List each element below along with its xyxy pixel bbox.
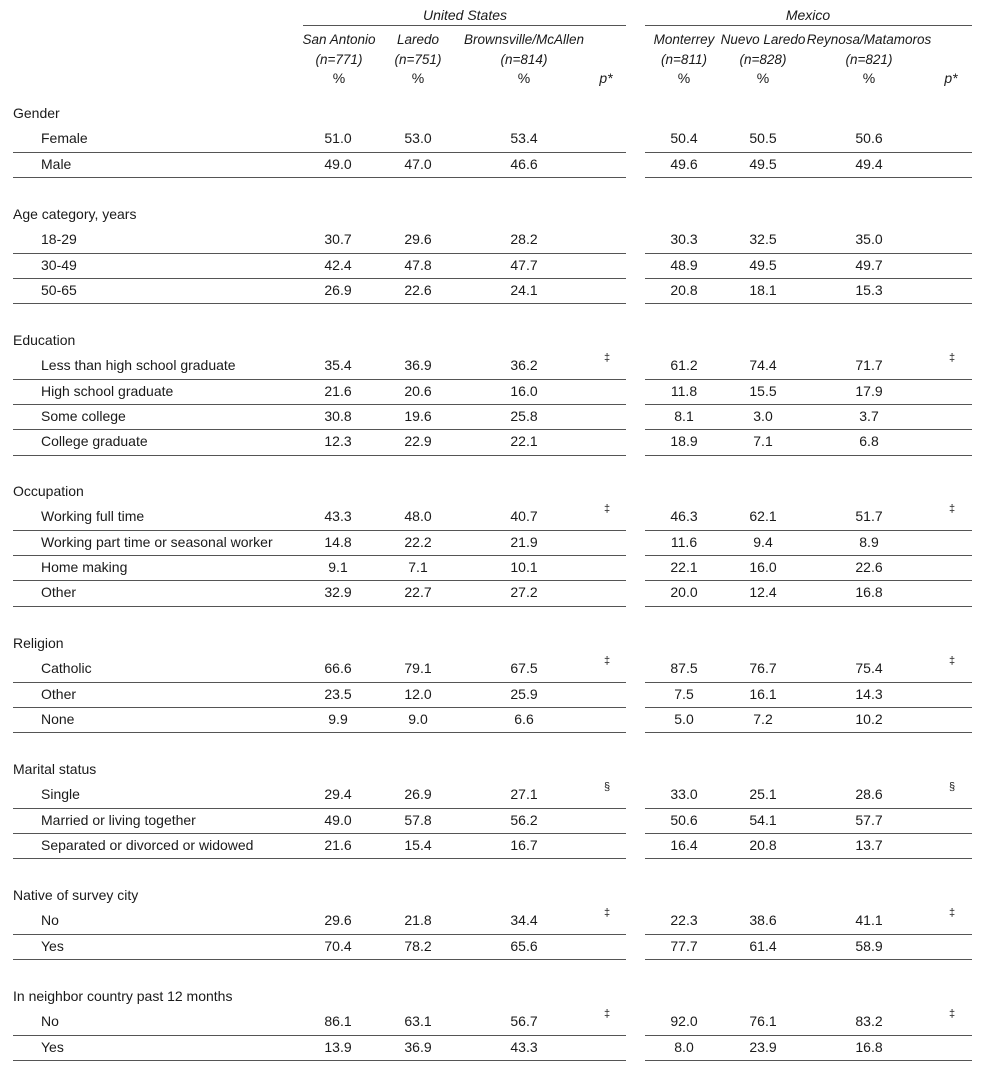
table-cell: 47.8 — [404, 256, 432, 273]
table-row — [0, 833, 990, 858]
row-rule — [13, 177, 626, 178]
table-cell: 36.9 — [404, 357, 432, 374]
table-cell: 17.9 — [855, 382, 883, 399]
p-marker-us: ‡ — [603, 1008, 611, 1021]
table-cell: 71.7 — [855, 357, 883, 374]
table-cell: 30.7 — [324, 231, 352, 248]
table-cell: 8.0 — [674, 1038, 694, 1055]
table-row — [0, 404, 990, 429]
p-marker-us: ‡ — [603, 907, 611, 920]
table-cell: 18.9 — [670, 433, 698, 450]
table-cell: 25.8 — [510, 407, 538, 424]
table-row — [0, 1009, 990, 1034]
table-cell: 47.7 — [510, 256, 538, 273]
table-cell: 29.6 — [324, 912, 352, 929]
row-rule — [645, 959, 972, 960]
table-cell: 8.9 — [859, 533, 879, 550]
table-cell: 27.2 — [510, 584, 538, 601]
table-cell: 6.8 — [859, 433, 879, 450]
col-header-san-antonio — [294, 30, 384, 70]
row-rule — [645, 1060, 972, 1061]
table-cell: 43.3 — [324, 508, 352, 525]
p-marker-mx: ‡ — [948, 655, 956, 668]
table-row — [0, 808, 990, 833]
table-cell: 34.4 — [510, 912, 538, 929]
table-cell: 22.1 — [670, 558, 698, 575]
table-row — [0, 504, 990, 529]
table-row — [0, 908, 990, 933]
table-cell: 47.0 — [404, 155, 432, 172]
table-row — [0, 353, 990, 378]
table-cell: 25.1 — [749, 786, 777, 803]
table-cell: 30.3 — [670, 231, 698, 248]
table-cell: 50.4 — [670, 130, 698, 147]
unit-percent: % — [517, 70, 531, 86]
row-label: Female — [41, 130, 88, 147]
table-cell: 22.7 — [404, 584, 432, 601]
table-cell: 21.9 — [510, 533, 538, 550]
table-row — [0, 152, 990, 177]
table-cell: 76.7 — [749, 660, 777, 677]
table-cell: 35.4 — [324, 357, 352, 374]
row-rule — [645, 606, 972, 607]
row-label: 50-65 — [41, 281, 77, 298]
table-cell: 51.0 — [324, 130, 352, 147]
section-title — [0, 883, 990, 908]
table-cell: 20.8 — [670, 281, 698, 298]
row-rule — [13, 1060, 626, 1061]
table-cell: 63.1 — [404, 1013, 432, 1030]
p-value-header-us: p* — [599, 70, 613, 86]
unit-percent: % — [332, 70, 346, 86]
table-cell: 62.1 — [749, 508, 777, 525]
table-cell: 24.1 — [510, 281, 538, 298]
table-row — [0, 227, 990, 252]
table-cell: 57.8 — [404, 811, 432, 828]
group-title-united-states: United States — [422, 7, 508, 23]
table-cell: 40.7 — [510, 508, 538, 525]
table-cell: 48.9 — [670, 256, 698, 273]
col-city: San Antonio — [302, 32, 376, 47]
table-cell: 14.8 — [324, 533, 352, 550]
table-cell: 92.0 — [670, 1013, 698, 1030]
table-cell: 54.1 — [749, 811, 777, 828]
table-row — [0, 934, 990, 959]
table-cell: 87.5 — [670, 660, 698, 677]
p-marker-us: ‡ — [603, 503, 611, 516]
p-marker-mx: ‡ — [948, 907, 956, 920]
row-label: 18-29 — [41, 231, 77, 248]
table-cell: 3.7 — [859, 407, 879, 424]
row-label: Less than high school graduate — [41, 357, 236, 374]
section-title-label: In neighbor country past 12 months — [13, 988, 233, 1004]
col-city: Reynosa/Matamoros — [806, 32, 932, 47]
table-cell: 65.6 — [510, 937, 538, 954]
table-cell: 16.4 — [670, 836, 698, 853]
table-cell: 46.3 — [670, 508, 698, 525]
table-row — [0, 278, 990, 303]
p-value-header-mx: p* — [944, 70, 958, 86]
table-cell: 27.1 — [510, 786, 538, 803]
row-rule — [13, 455, 626, 456]
table-row — [0, 1035, 990, 1060]
p-marker-mx: ‡ — [948, 503, 956, 516]
table-cell: 61.4 — [749, 937, 777, 954]
table-cell: 78.2 — [404, 937, 432, 954]
col-header-nuevo-laredo — [716, 30, 810, 70]
row-rule — [13, 606, 626, 607]
row-rule — [645, 303, 972, 304]
table-cell: 22.3 — [670, 912, 698, 929]
table-cell: 61.2 — [670, 357, 698, 374]
table-cell: 29.4 — [324, 786, 352, 803]
table-cell: 9.1 — [328, 558, 348, 575]
row-label: No — [41, 1013, 59, 1030]
col-header-brownsville-mcallen — [454, 30, 594, 70]
table-cell: 11.8 — [670, 382, 698, 399]
row-label: Male — [41, 155, 72, 172]
section-title-label: Age category, years — [13, 206, 137, 222]
row-rule — [13, 732, 626, 733]
unit-percent: % — [756, 70, 770, 86]
table-cell: 50.6 — [855, 130, 883, 147]
row-label: Yes — [41, 1038, 64, 1055]
section-title — [0, 479, 990, 504]
table-row — [0, 530, 990, 555]
table-cell: 20.0 — [670, 584, 698, 601]
group-rule-mexico — [645, 25, 972, 26]
p-marker-mx: ‡ — [948, 1008, 956, 1021]
table-cell: 22.9 — [404, 433, 432, 450]
p-marker-us: ‡ — [603, 352, 611, 365]
table-cell: 41.1 — [855, 912, 883, 929]
table-cell: 49.4 — [855, 155, 883, 172]
table-cell: 38.6 — [749, 912, 777, 929]
table-cell: 9.9 — [328, 710, 348, 727]
row-rule — [13, 959, 626, 960]
row-label: No — [41, 912, 59, 929]
table-cell: 49.5 — [749, 155, 777, 172]
row-rule — [645, 177, 972, 178]
col-city: Monterrey — [653, 32, 715, 47]
table-cell: 7.5 — [674, 685, 694, 702]
table-cell: 43.3 — [510, 1038, 538, 1055]
table-cell: 16.8 — [855, 584, 883, 601]
row-label: Married or living together — [41, 811, 196, 828]
table-cell: 56.2 — [510, 811, 538, 828]
table-cell: 9.4 — [753, 533, 773, 550]
group-title-mexico: Mexico — [785, 7, 831, 23]
table-cell: 18.1 — [749, 281, 777, 298]
table-cell: 49.0 — [324, 811, 352, 828]
p-marker-mx: § — [948, 781, 956, 794]
table-row — [0, 656, 990, 681]
table-cell: 13.7 — [855, 836, 883, 853]
table-cell: 76.1 — [749, 1013, 777, 1030]
table-cell: 26.9 — [324, 281, 352, 298]
table-cell: 13.9 — [324, 1038, 352, 1055]
table-cell: 33.0 — [670, 786, 698, 803]
table-cell: 48.0 — [404, 508, 432, 525]
table-row — [0, 429, 990, 454]
table-cell: 14.3 — [855, 685, 883, 702]
section-title — [0, 631, 990, 656]
section-title-label: Gender — [13, 105, 60, 121]
table-cell: 6.6 — [514, 710, 534, 727]
section-title-label: Native of survey city — [13, 887, 139, 903]
table-cell: 50.6 — [670, 811, 698, 828]
table-cell: 53.4 — [510, 130, 538, 147]
row-label: Other — [41, 584, 77, 601]
table-cell: 57.7 — [855, 811, 883, 828]
table-cell: 15.3 — [855, 281, 883, 298]
row-rule — [645, 455, 972, 456]
table-cell: 21.6 — [324, 382, 352, 399]
section-title — [0, 757, 990, 782]
row-rule — [13, 858, 626, 859]
col-n: (n=828) — [739, 52, 787, 67]
row-label: 30-49 — [41, 256, 77, 273]
table-cell: 21.6 — [324, 836, 352, 853]
table-cell: 79.1 — [404, 660, 432, 677]
section-title-label: Marital status — [13, 761, 97, 777]
table-cell: 67.5 — [510, 660, 538, 677]
table-cell: 51.7 — [855, 508, 883, 525]
table-cell: 16.8 — [855, 1038, 883, 1055]
table-cell: 32.5 — [749, 231, 777, 248]
table-cell: 49.7 — [855, 256, 883, 273]
table-cell: 53.0 — [404, 130, 432, 147]
table-cell: 7.2 — [753, 710, 773, 727]
table-cell: 22.1 — [510, 433, 538, 450]
unit-percent: % — [411, 70, 425, 86]
table-row — [0, 580, 990, 605]
table-cell: 23.5 — [324, 685, 352, 702]
col-city: Laredo — [396, 32, 440, 47]
col-city: Brownsville/McAllen — [463, 32, 585, 47]
table-cell: 66.6 — [324, 660, 352, 677]
table-cell: 15.5 — [749, 382, 777, 399]
table-cell: 19.6 — [404, 407, 432, 424]
row-label: Single — [41, 786, 80, 803]
table-cell: 49.6 — [670, 155, 698, 172]
col-header-reynosa-matamoros — [804, 30, 934, 70]
table-cell: 16.7 — [510, 836, 538, 853]
table-cell: 46.6 — [510, 155, 538, 172]
col-n: (n=751) — [394, 52, 442, 67]
table-cell: 83.2 — [855, 1013, 883, 1030]
table-cell: 74.4 — [749, 357, 777, 374]
table-cell: 12.0 — [404, 685, 432, 702]
row-label: Other — [41, 685, 77, 702]
table-cell: 8.1 — [674, 407, 694, 424]
table-row — [0, 253, 990, 278]
section-title-label: Education — [13, 332, 76, 348]
table-cell: 22.6 — [404, 281, 432, 298]
row-label: Home making — [41, 558, 128, 575]
table-cell: 70.4 — [324, 937, 352, 954]
table-cell: 28.2 — [510, 231, 538, 248]
col-n: (n=771) — [315, 52, 363, 67]
p-marker-us: § — [603, 781, 611, 794]
section-title-label: Religion — [13, 635, 64, 651]
section-title — [0, 328, 990, 353]
table-cell: 35.0 — [855, 231, 883, 248]
col-n: (n=814) — [500, 52, 548, 67]
row-label: Separated or divorced or widowed — [41, 836, 254, 853]
group-rule-united-states — [303, 25, 626, 26]
col-city: Nuevo Laredo — [720, 32, 806, 47]
section-title — [0, 101, 990, 126]
section-title — [0, 984, 990, 1009]
table-cell: 12.3 — [324, 433, 352, 450]
table-cell: 32.9 — [324, 584, 352, 601]
table-cell: 49.0 — [324, 155, 352, 172]
row-label: Some college — [41, 407, 126, 424]
row-label: Catholic — [41, 660, 92, 677]
table-cell: 20.8 — [749, 836, 777, 853]
table-cell: 12.4 — [749, 584, 777, 601]
table-cell: 11.6 — [670, 533, 698, 550]
unit-percent: % — [677, 70, 691, 86]
row-rule — [645, 732, 972, 733]
table-cell: 22.2 — [404, 533, 432, 550]
table-cell: 86.1 — [324, 1013, 352, 1030]
table-cell: 22.6 — [855, 558, 883, 575]
row-label: College graduate — [41, 433, 148, 450]
table-cell: 58.9 — [855, 937, 883, 954]
table-cell: 5.0 — [674, 710, 694, 727]
row-rule — [13, 303, 626, 304]
section-title-label: Occupation — [13, 483, 84, 499]
row-label: Working full time — [41, 508, 145, 525]
table-cell: 29.6 — [404, 231, 432, 248]
table-row — [0, 682, 990, 707]
table-cell: 10.1 — [510, 558, 538, 575]
table-cell: 75.4 — [855, 660, 883, 677]
row-label: Yes — [41, 937, 64, 954]
table-cell: 21.8 — [404, 912, 432, 929]
table-cell: 15.4 — [404, 836, 432, 853]
table-cell: 23.9 — [749, 1038, 777, 1055]
table-cell: 25.9 — [510, 685, 538, 702]
table-cell: 7.1 — [408, 558, 428, 575]
p-marker-us: ‡ — [603, 655, 611, 668]
table-cell: 16.1 — [749, 685, 777, 702]
table-cell: 50.5 — [749, 130, 777, 147]
table-cell: 36.9 — [404, 1038, 432, 1055]
table-row — [0, 707, 990, 732]
table-cell: 26.9 — [404, 786, 432, 803]
col-header-laredo — [373, 30, 463, 70]
p-marker-mx: ‡ — [948, 352, 956, 365]
table-cell: 10.2 — [855, 710, 883, 727]
unit-percent: % — [862, 70, 876, 86]
table-cell: 3.0 — [753, 407, 773, 424]
table-row — [0, 555, 990, 580]
table-cell: 77.7 — [670, 937, 698, 954]
table-cell: 9.0 — [408, 710, 428, 727]
table-row — [0, 782, 990, 807]
table-row — [0, 379, 990, 404]
table-cell: 20.6 — [404, 382, 432, 399]
table-cell: 36.2 — [510, 357, 538, 374]
table-cell: 42.4 — [324, 256, 352, 273]
section-title — [0, 202, 990, 227]
col-n: (n=821) — [845, 52, 893, 67]
row-rule — [645, 858, 972, 859]
row-label: Working part time or seasonal worker — [41, 533, 273, 550]
table-row — [0, 126, 990, 151]
table-cell: 7.1 — [753, 433, 773, 450]
table-cell: 56.7 — [510, 1013, 538, 1030]
table-cell: 16.0 — [510, 382, 538, 399]
table-cell: 30.8 — [324, 407, 352, 424]
table-cell: 16.0 — [749, 558, 777, 575]
row-label: High school graduate — [41, 382, 174, 399]
table-cell: 28.6 — [855, 786, 883, 803]
table-cell: 49.5 — [749, 256, 777, 273]
col-n: (n=811) — [661, 52, 707, 67]
row-label: None — [41, 710, 75, 727]
